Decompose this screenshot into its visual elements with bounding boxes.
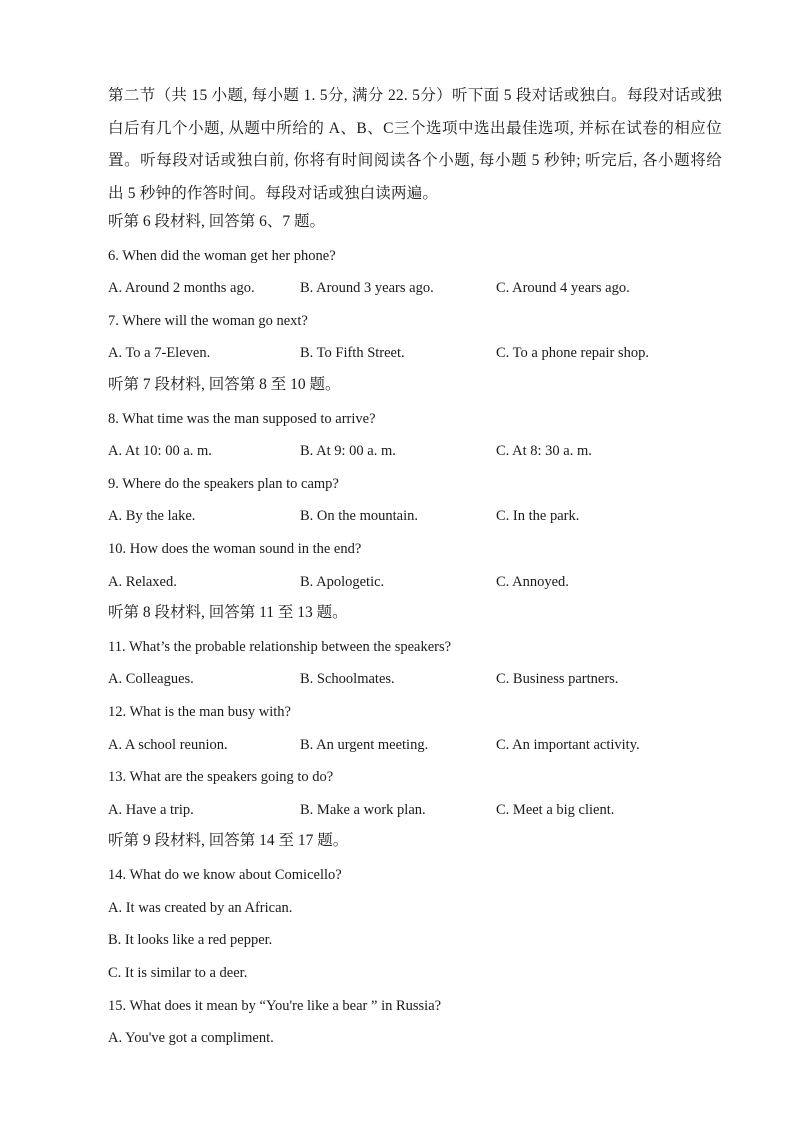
- option-b: B. On the mountain.: [300, 508, 419, 524]
- option-b: B. An urgent meeting.: [300, 737, 429, 753]
- question-stem: 10. How does the woman sound in the end?: [108, 541, 362, 557]
- question-stem: 11. What’s the probable relationship between the speakers?: [108, 639, 452, 655]
- section-intro: [108, 80, 722, 210]
- group-heading: 听第 8 段材料, 回答第 11 至 13 题。: [108, 604, 348, 621]
- option-c: C. Meet a big client.: [496, 802, 615, 818]
- option-a: A. Colleagues.: [108, 671, 194, 687]
- question-stem: 7. Where will the woman go next?: [108, 313, 308, 329]
- option-b: B. It looks like a red pepper.: [108, 932, 273, 948]
- option-a: A. Around 2 months ago.: [108, 280, 255, 296]
- group-heading: 听第 9 段材料, 回答第 14 至 17 题。: [108, 832, 349, 849]
- option-a: A. Relaxed.: [108, 574, 177, 590]
- question-stem: 12. What is the man busy with?: [108, 704, 291, 720]
- option-b: B. Schoolmates.: [300, 671, 395, 687]
- option-c: C. Annoyed.: [496, 574, 569, 590]
- question-stem: 13. What are the speakers going to do?: [108, 769, 334, 785]
- option-a: A. You've got a compliment.: [108, 1030, 274, 1046]
- option-b: B. To Fifth Street.: [300, 345, 405, 361]
- option-c: C. To a phone repair shop.: [496, 345, 649, 361]
- group-heading: 听第 7 段材料, 回答第 8 至 10 题。: [108, 376, 341, 393]
- question-stem: 15. What does it mean by “You're like a bear ” in Russia?: [108, 998, 442, 1014]
- question-stem: 9. Where do the speakers plan to camp?: [108, 476, 339, 492]
- option-c: C. Around 4 years ago.: [496, 280, 630, 296]
- option-a: A. Have a trip.: [108, 802, 194, 818]
- option-a: A. By the lake.: [108, 508, 196, 524]
- option-a: A. It was created by an African.: [108, 900, 293, 916]
- question-stem: 14. What do we know about Comicello?: [108, 867, 342, 883]
- question-stem: 6. When did the woman get her phone?: [108, 248, 336, 264]
- option-c: C. At 8: 30 a. m.: [496, 443, 592, 459]
- option-b: B. Make a work plan.: [300, 802, 426, 818]
- option-c: C. An important activity.: [496, 737, 640, 753]
- option-b: B. At 9: 00 a. m.: [300, 443, 396, 459]
- section-intro-text: 第二节（共 15 小题, 每小题 1. 5分, 满分 22. 5分）听下面 5 段对话或独白。每段对话或独白后有几个小题, 从题中所给的 A、B、C三个选项中选出最佳选项, 并标在试卷的相应位置。听每段对话或独白前, 你将有时间阅读各个小题, 每小题 5 秒钟; 听完后, 各小题将给出 5 秒钟的作答时间。每段对话或独白读两遍。: [108, 87, 722, 202]
- group-heading: 听第 6 段材料, 回答第 6、7 题。: [108, 213, 326, 230]
- option-c: C. Business partners.: [496, 671, 619, 687]
- option-b: B. Apologetic.: [300, 574, 385, 590]
- option-a: A. A school reunion.: [108, 737, 228, 753]
- option-c: C. It is similar to a deer.: [108, 965, 248, 981]
- question-stem: 8. What time was the man supposed to arrive?: [108, 411, 376, 427]
- option-a: A. To a 7-Eleven.: [108, 345, 211, 361]
- option-b: B. Around 3 years ago.: [300, 280, 434, 296]
- option-a: A. At 10: 00 a. m.: [108, 443, 212, 459]
- option-c: C. In the park.: [496, 508, 580, 524]
